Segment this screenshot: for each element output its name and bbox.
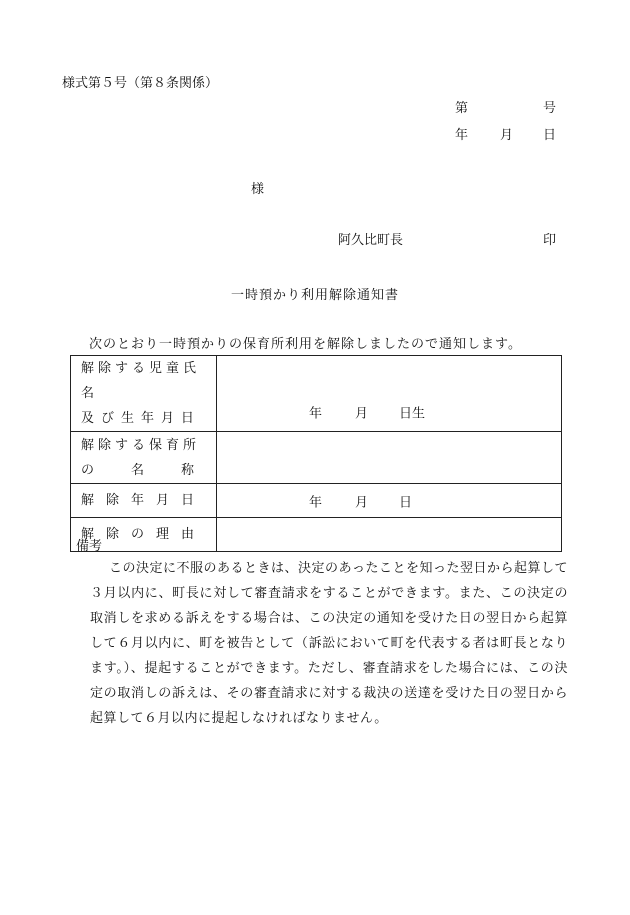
- document-title: 一時預かり利用解除通知書: [230, 288, 399, 303]
- label-char: 理: [155, 527, 169, 542]
- facility-label-line2: [81, 458, 194, 483]
- child-value-cell: [217, 356, 562, 432]
- table-row-facility: [71, 432, 562, 484]
- table-row-date: [71, 484, 562, 518]
- notes-heading: 備考: [76, 539, 103, 554]
- label-char: 年: [140, 411, 154, 426]
- child-value-month: 月: [355, 406, 369, 422]
- addressee-honorific: 様: [251, 182, 265, 197]
- label-char: 除: [105, 527, 119, 542]
- table-row-reason: [71, 518, 562, 552]
- label-char: 由: [180, 527, 194, 542]
- label-char: 解: [81, 493, 95, 508]
- date-label-cell: [71, 484, 217, 518]
- document-number-prefix: 第: [455, 101, 469, 116]
- label-char: 月: [160, 411, 174, 426]
- label-char: 日: [180, 493, 194, 508]
- table-row-child: [71, 356, 562, 432]
- intro-text: 次のとおり一時預かりの保育所利用を解除しましたので通知します。: [89, 337, 522, 352]
- date-label: [81, 488, 194, 513]
- label-char: 年: [130, 493, 144, 508]
- label-char: び: [100, 411, 114, 426]
- form-label: 様式第５号（第８条関係）: [62, 76, 219, 91]
- seal-mark: 印: [543, 233, 557, 248]
- label-char: 名: [130, 462, 144, 478]
- label-char: 称: [180, 462, 194, 478]
- label-char: 及: [81, 411, 95, 426]
- child-value-day: 日生: [399, 406, 426, 422]
- notes-text: この決定に不服のあるときは、決定のあったことを知った翌日から起算して３月以内に、町長に対して審査請求をすることができます。また、この決定の取消しを求める訴えをする場合は、この決定の通知を受けた日の翌日から起算して６月以内に、町を被告として（訴訟において町を代表する者は町長となります。）、提起することができます。ただし、審査請求をした場合には、この決定の取消しの訴えは、その審査請求に対する裁決の送達を受けた日の翌日から起算して６月以内に提起しなければなりません。: [90, 561, 568, 726]
- child-label-line2: [81, 406, 194, 431]
- label-char: 生: [120, 411, 134, 426]
- document-date-day: 日: [543, 128, 557, 143]
- facility-label-cell: [71, 432, 217, 484]
- child-value-year: 年: [309, 406, 323, 422]
- label-char: の: [81, 462, 95, 478]
- date-value-year: 年: [309, 495, 323, 510]
- label-char: 除: [105, 493, 119, 508]
- document-date-year: 年: [455, 128, 469, 143]
- document-number-suffix: 号: [543, 101, 557, 116]
- child-label-line1: 解除する児童氏名: [81, 361, 201, 401]
- notice-table: [70, 355, 562, 552]
- date-value-day: 日: [399, 495, 413, 510]
- date-value-cell: [217, 484, 562, 518]
- label-char: 解: [81, 527, 95, 542]
- label-char: 月: [155, 493, 169, 508]
- label-char: の: [130, 527, 144, 542]
- facility-value-cell: [217, 432, 562, 484]
- document-date-month: 月: [500, 128, 514, 143]
- reason-value-cell: [217, 518, 562, 552]
- child-label-cell: [71, 356, 217, 432]
- sender-name: 阿久比町長: [338, 233, 404, 248]
- facility-label-line1: 解除する保育所: [81, 437, 201, 453]
- label-char: 日: [180, 411, 194, 426]
- date-value-month: 月: [355, 495, 369, 510]
